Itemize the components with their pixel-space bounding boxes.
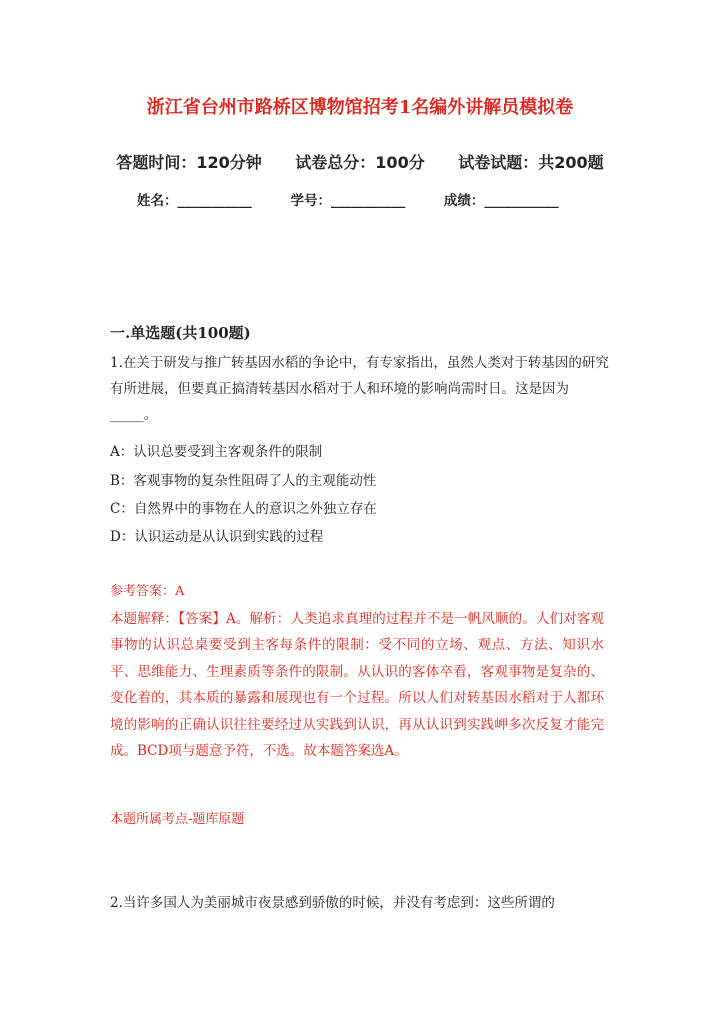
reference-answer: 参考答案：A <box>110 584 185 599</box>
question-1-option-b: B：客观事物的复杂性阻碍了人的主观能动性 <box>110 473 377 489</box>
question-1-stem: 1.在关于研发与推广转基因水稻的争论中，有专家指出，虽然人类对于转基因的研究有所进展，但要真正搞清转基因水稻对于人和环境的影响尚需时日。这是因为_____。 <box>110 355 609 423</box>
question-2-stem: 2.当许多国人为美丽城市夜景感到骄傲的时候，并没有考虑到：这些所谓的 <box>110 895 555 911</box>
exam-meta <box>0 150 720 173</box>
question-count: 试卷试题：共200题 <box>458 153 604 172</box>
answer-time: 答题时间：120分钟 <box>116 153 262 172</box>
total-score: 试卷总分：100分 <box>295 153 425 172</box>
question-topic-tag: 本题所属考点-题库原题 <box>110 812 245 827</box>
name-field[interactable]: 姓名：___________ <box>137 193 252 209</box>
question-1-option-d: D：认识运动是从认识到实践的过程 <box>110 529 324 545</box>
score-field[interactable]: 成绩：___________ <box>443 193 559 209</box>
student-id-field[interactable]: 学号：___________ <box>290 193 406 209</box>
question-1-option-c: C：自然界中的事物在人的意识之外独立存在 <box>110 501 377 517</box>
answer-explanation: 本题解释：【答案】A。解析：人类追求真理的过程并不是一帆风顺的。人们对客观事物的认识总桌要受到主客每条件的限制：受不同的立场、观点、方法、知识水平、思维能力、生理素质等条件的限制。从认识的客体卒看，客观事物是复杂的、变化着的，其本质的暴露和展现也有一个过程。所以人们对转基因水稻对于人都环境的影响的正确认识往往要经过从实践到认识，再从认识到实践岬多次反复才能完成。BCD项与题意予符，不选。故本题答案选A。 <box>110 611 604 760</box>
student-fields <box>137 189 593 209</box>
section-title: 一.单选题(共100题) <box>110 324 251 342</box>
exam-title: 浙江省台州市路桥区博物馆招考1名编外讲解员模拟卷 <box>146 97 574 118</box>
question-1-option-a: A：认识总要受到主客观条件的限制 <box>110 444 323 460</box>
